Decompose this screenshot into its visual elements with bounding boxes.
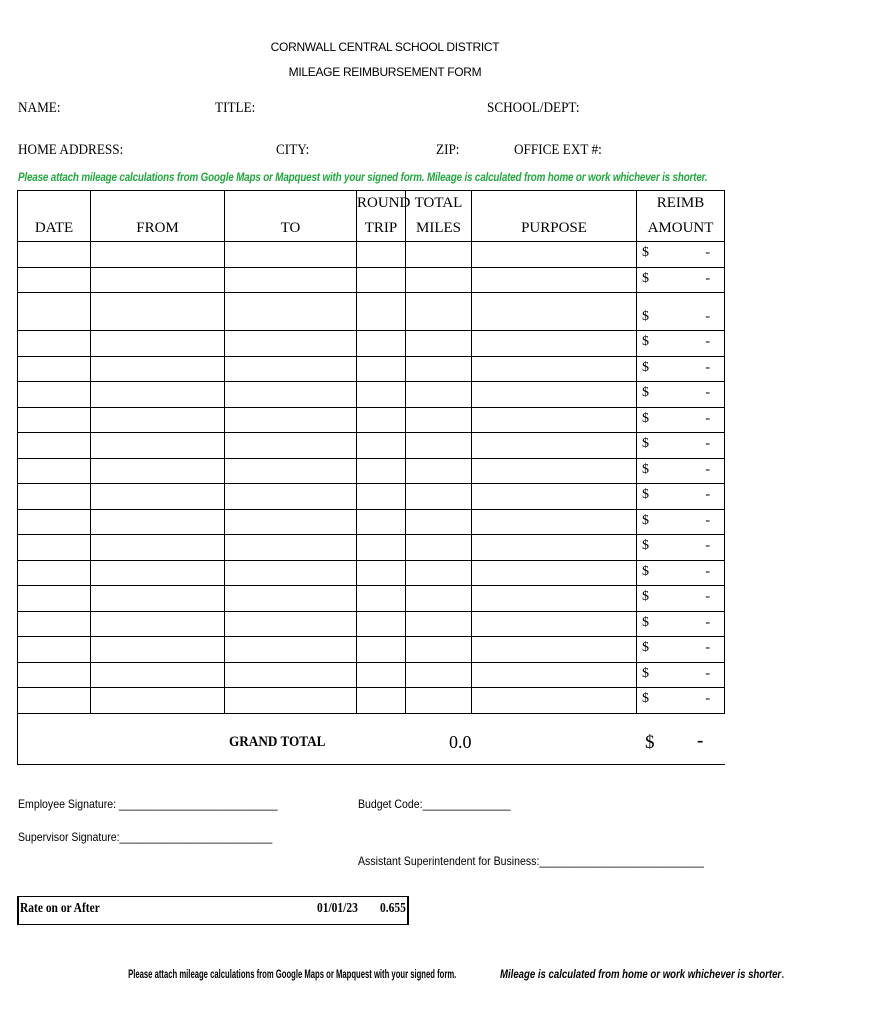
currency-symbol: $ bbox=[642, 385, 649, 400]
table-row bbox=[18, 535, 725, 561]
rate-date: 01/01/23 bbox=[317, 901, 358, 916]
total-miles-cell[interactable] bbox=[406, 688, 472, 714]
budget-code-line[interactable]: Budget Code:_______________ bbox=[358, 797, 511, 811]
total-miles-cell[interactable] bbox=[406, 611, 472, 637]
table-row bbox=[18, 407, 725, 433]
purpose-cell[interactable] bbox=[472, 586, 637, 612]
col-round-trip: ROUND TRIP bbox=[357, 191, 406, 242]
table-row bbox=[18, 637, 725, 663]
bottom-note-italic: Mileage is calculated from home or work whichever is shorter bbox=[499, 967, 782, 981]
purpose-cell[interactable] bbox=[472, 356, 637, 382]
currency-symbol: $ bbox=[642, 270, 649, 286]
date-cell[interactable] bbox=[18, 586, 91, 612]
currency-symbol: $ bbox=[642, 461, 649, 477]
round-trip-cell[interactable] bbox=[357, 535, 406, 561]
purpose-cell[interactable] bbox=[472, 688, 637, 714]
total-miles-cell[interactable] bbox=[406, 535, 472, 561]
date-cell[interactable] bbox=[18, 611, 91, 637]
round-trip-cell[interactable] bbox=[357, 267, 406, 293]
reimb-amount-cell bbox=[637, 356, 725, 382]
date-cell[interactable] bbox=[18, 458, 91, 484]
total-miles-cell[interactable] bbox=[406, 484, 472, 510]
from-cell[interactable] bbox=[91, 535, 225, 561]
to-cell[interactable] bbox=[225, 433, 357, 459]
to-cell[interactable] bbox=[225, 484, 357, 510]
employee-signature-line[interactable]: Employee Signature: ___________________________ bbox=[18, 797, 278, 811]
date-cell[interactable] bbox=[18, 560, 91, 586]
from-cell[interactable] bbox=[91, 611, 225, 637]
from-cell[interactable] bbox=[91, 458, 225, 484]
date-cell[interactable] bbox=[18, 331, 91, 357]
reimb-amount-cell bbox=[637, 560, 725, 586]
to-cell[interactable] bbox=[225, 267, 357, 293]
purpose-cell[interactable] bbox=[472, 267, 637, 293]
table-row bbox=[18, 458, 725, 484]
round-trip-cell[interactable] bbox=[357, 382, 406, 408]
round-trip-cell[interactable] bbox=[357, 688, 406, 714]
from-cell[interactable] bbox=[91, 484, 225, 510]
amount-value: - bbox=[705, 512, 710, 528]
date-cell[interactable] bbox=[18, 688, 91, 714]
from-cell[interactable] bbox=[91, 382, 225, 408]
to-cell[interactable] bbox=[225, 560, 357, 586]
col-reimb-amount: REIMB AMOUNT bbox=[637, 191, 725, 242]
assistant-superintendent-line[interactable]: Assistant Superintendent for Business:____________________________ bbox=[358, 854, 704, 868]
purpose-cell[interactable] bbox=[472, 637, 637, 663]
amount-value: - bbox=[705, 563, 710, 579]
from-cell[interactable] bbox=[91, 433, 225, 459]
district-name: CORNWALL CENTRAL SCHOOL DISTRICT bbox=[270, 40, 500, 54]
date-cell[interactable] bbox=[18, 509, 91, 535]
total-miles-cell[interactable] bbox=[406, 331, 472, 357]
to-cell[interactable] bbox=[225, 293, 357, 331]
amount-value: - bbox=[705, 487, 710, 502]
total-miles-cell[interactable] bbox=[406, 356, 472, 382]
amount-value: - bbox=[705, 270, 710, 286]
amount-value: - bbox=[705, 385, 710, 400]
total-miles-cell[interactable] bbox=[406, 509, 472, 535]
table-row bbox=[18, 484, 725, 510]
total-miles-cell[interactable] bbox=[406, 586, 472, 612]
round-trip-cell[interactable] bbox=[357, 242, 406, 268]
from-cell[interactable] bbox=[91, 267, 225, 293]
reimb-amount-cell bbox=[637, 331, 725, 357]
round-trip-cell[interactable] bbox=[357, 662, 406, 688]
currency-symbol: $ bbox=[642, 691, 649, 706]
instruction-note: Please attach mileage calculations from Google Maps or Mapquest with your signed form. Mileage is calculated from home or work whichever is shorter. bbox=[18, 170, 708, 184]
name-label: NAME: bbox=[18, 100, 61, 116]
amount-value: - bbox=[705, 691, 710, 706]
currency-symbol: $ bbox=[642, 589, 649, 604]
table-header-row bbox=[18, 191, 725, 242]
grand-total-row bbox=[18, 713, 725, 764]
total-miles-cell[interactable] bbox=[406, 458, 472, 484]
grand-total-amount: - bbox=[697, 730, 704, 751]
from-cell[interactable] bbox=[91, 242, 225, 268]
currency-symbol: $ bbox=[642, 538, 649, 553]
round-trip-cell[interactable] bbox=[357, 293, 406, 331]
currency-symbol: $ bbox=[642, 410, 649, 426]
round-trip-cell[interactable] bbox=[357, 433, 406, 459]
date-cell[interactable] bbox=[18, 356, 91, 382]
purpose-cell[interactable] bbox=[472, 382, 637, 408]
to-cell[interactable] bbox=[225, 331, 357, 357]
bottom-note-end: . bbox=[781, 967, 784, 981]
table-row bbox=[18, 242, 725, 268]
grand-total-miles: 0.0 bbox=[449, 732, 472, 752]
amount-value: - bbox=[705, 665, 710, 681]
grand-total-currency: $ bbox=[645, 732, 655, 753]
currency-symbol: $ bbox=[642, 245, 649, 260]
purpose-cell[interactable] bbox=[472, 509, 637, 535]
from-cell[interactable] bbox=[91, 293, 225, 331]
city-label: CITY: bbox=[276, 142, 310, 158]
round-trip-cell[interactable] bbox=[357, 407, 406, 433]
total-miles-cell[interactable] bbox=[406, 433, 472, 459]
date-cell[interactable] bbox=[18, 293, 91, 331]
total-miles-cell[interactable] bbox=[406, 293, 472, 331]
table-row bbox=[18, 433, 725, 459]
total-miles-cell[interactable] bbox=[406, 267, 472, 293]
total-miles-cell[interactable] bbox=[406, 560, 472, 586]
from-cell[interactable] bbox=[91, 688, 225, 714]
reimb-amount-cell bbox=[637, 293, 725, 331]
round-trip-cell[interactable] bbox=[357, 331, 406, 357]
col-from: FROM bbox=[91, 191, 225, 242]
date-cell[interactable] bbox=[18, 433, 91, 459]
reimb-amount-cell bbox=[637, 242, 725, 268]
purpose-cell[interactable] bbox=[472, 433, 637, 459]
from-cell[interactable] bbox=[91, 509, 225, 535]
amount-value: - bbox=[705, 614, 710, 630]
currency-symbol: $ bbox=[642, 487, 649, 502]
round-trip-cell[interactable] bbox=[357, 509, 406, 535]
date-cell[interactable] bbox=[18, 662, 91, 688]
currency-symbol: $ bbox=[642, 665, 649, 681]
to-cell[interactable] bbox=[225, 535, 357, 561]
purpose-cell[interactable] bbox=[472, 662, 637, 688]
total-miles-cell[interactable] bbox=[406, 382, 472, 408]
round-trip-cell[interactable] bbox=[357, 484, 406, 510]
purpose-cell[interactable] bbox=[472, 611, 637, 637]
round-trip-cell[interactable] bbox=[357, 458, 406, 484]
purpose-cell[interactable] bbox=[472, 331, 637, 357]
round-trip-cell[interactable] bbox=[357, 560, 406, 586]
bottom-note-plain: Please attach mileage calculations from Google Maps or Mapquest with your signed form. bbox=[128, 967, 457, 981]
to-cell[interactable] bbox=[225, 242, 357, 268]
amount-value: - bbox=[705, 461, 710, 477]
title-label: TITLE: bbox=[215, 100, 256, 116]
amount-value: - bbox=[705, 640, 710, 655]
rate-value: 0.655 bbox=[380, 901, 406, 916]
purpose-cell[interactable] bbox=[472, 535, 637, 561]
reimb-amount-cell bbox=[637, 688, 725, 714]
currency-symbol: $ bbox=[642, 640, 649, 655]
from-cell[interactable] bbox=[91, 560, 225, 586]
amount-value: - bbox=[705, 309, 710, 324]
purpose-cell[interactable] bbox=[472, 484, 637, 510]
supervisor-signature-line[interactable]: Supervisor Signature:__________________________ bbox=[18, 830, 273, 844]
currency-symbol: $ bbox=[642, 334, 649, 349]
home-address-label: HOME ADDRESS: bbox=[18, 142, 124, 158]
currency-symbol: $ bbox=[642, 512, 649, 528]
amount-value: - bbox=[705, 436, 710, 451]
table-row bbox=[18, 356, 725, 382]
office-ext-label: OFFICE EXT #: bbox=[514, 142, 602, 158]
table-row bbox=[18, 611, 725, 637]
school-dept-label: SCHOOL/DEPT: bbox=[487, 100, 580, 116]
to-cell[interactable] bbox=[225, 688, 357, 714]
from-cell[interactable] bbox=[91, 662, 225, 688]
to-cell[interactable] bbox=[225, 356, 357, 382]
from-cell[interactable] bbox=[91, 407, 225, 433]
table-row bbox=[18, 293, 725, 331]
purpose-cell[interactable] bbox=[472, 242, 637, 268]
reimb-amount-cell bbox=[637, 433, 725, 459]
table-row bbox=[18, 509, 725, 535]
to-cell[interactable] bbox=[225, 382, 357, 408]
to-cell[interactable] bbox=[225, 458, 357, 484]
amount-value: - bbox=[705, 410, 710, 426]
reimb-amount-cell bbox=[637, 407, 725, 433]
currency-symbol: $ bbox=[642, 309, 649, 324]
to-cell[interactable] bbox=[225, 611, 357, 637]
form-title: MILEAGE REIMBURSEMENT FORM bbox=[288, 65, 482, 79]
date-cell[interactable] bbox=[18, 407, 91, 433]
reimb-amount-cell bbox=[637, 535, 725, 561]
date-cell[interactable] bbox=[18, 535, 91, 561]
from-cell[interactable] bbox=[91, 586, 225, 612]
amount-value: - bbox=[705, 359, 710, 375]
currency-symbol: $ bbox=[642, 436, 649, 451]
reimb-amount-cell bbox=[637, 382, 725, 408]
reimb-amount-cell bbox=[637, 611, 725, 637]
reimb-amount-cell bbox=[637, 484, 725, 510]
date-cell[interactable] bbox=[18, 484, 91, 510]
to-cell[interactable] bbox=[225, 407, 357, 433]
currency-symbol: $ bbox=[642, 563, 649, 579]
table-row bbox=[18, 331, 725, 357]
total-miles-cell[interactable] bbox=[406, 407, 472, 433]
total-miles-cell[interactable] bbox=[406, 662, 472, 688]
currency-symbol: $ bbox=[642, 614, 649, 630]
date-cell[interactable] bbox=[18, 382, 91, 408]
round-trip-cell[interactable] bbox=[357, 611, 406, 637]
reimb-amount-cell bbox=[637, 458, 725, 484]
round-trip-cell[interactable] bbox=[357, 637, 406, 663]
table-row bbox=[18, 267, 725, 293]
date-cell[interactable] bbox=[18, 242, 91, 268]
rate-label: Rate on or After bbox=[20, 901, 100, 916]
amount-value: - bbox=[705, 245, 710, 260]
purpose-cell[interactable] bbox=[472, 407, 637, 433]
to-cell[interactable] bbox=[225, 637, 357, 663]
round-trip-cell[interactable] bbox=[357, 356, 406, 382]
date-cell[interactable] bbox=[18, 267, 91, 293]
table-row bbox=[18, 560, 725, 586]
reimb-amount-cell bbox=[637, 662, 725, 688]
to-cell[interactable] bbox=[225, 586, 357, 612]
table-row bbox=[18, 688, 725, 714]
mileage-table bbox=[17, 190, 725, 765]
date-cell[interactable] bbox=[18, 637, 91, 663]
amount-value: - bbox=[705, 589, 710, 604]
col-purpose: PURPOSE bbox=[472, 191, 637, 242]
from-cell[interactable] bbox=[91, 331, 225, 357]
from-cell[interactable] bbox=[91, 356, 225, 382]
from-cell[interactable] bbox=[91, 637, 225, 663]
col-total-miles: TOTAL MILES bbox=[406, 191, 472, 242]
purpose-cell[interactable] bbox=[472, 560, 637, 586]
reimb-amount-cell bbox=[637, 267, 725, 293]
total-miles-cell[interactable] bbox=[406, 637, 472, 663]
reimb-amount-cell bbox=[637, 637, 725, 663]
reimb-amount-cell bbox=[637, 586, 725, 612]
purpose-cell[interactable] bbox=[472, 458, 637, 484]
reimb-amount-cell bbox=[637, 509, 725, 535]
grand-total-label: GRAND TOTAL bbox=[229, 734, 326, 750]
to-cell[interactable] bbox=[225, 662, 357, 688]
to-cell[interactable] bbox=[225, 509, 357, 535]
table-row bbox=[18, 382, 725, 408]
amount-value: - bbox=[705, 538, 710, 553]
col-date: DATE bbox=[18, 191, 91, 242]
amount-value: - bbox=[705, 334, 710, 349]
zip-label: ZIP: bbox=[436, 142, 460, 158]
col-to: TO bbox=[225, 191, 357, 242]
purpose-cell[interactable] bbox=[472, 293, 637, 331]
currency-symbol: $ bbox=[642, 359, 649, 375]
table-row bbox=[18, 586, 725, 612]
total-miles-cell[interactable] bbox=[406, 242, 472, 268]
round-trip-cell[interactable] bbox=[357, 586, 406, 612]
table-row bbox=[18, 662, 725, 688]
bottom-note bbox=[0, 967, 784, 981]
